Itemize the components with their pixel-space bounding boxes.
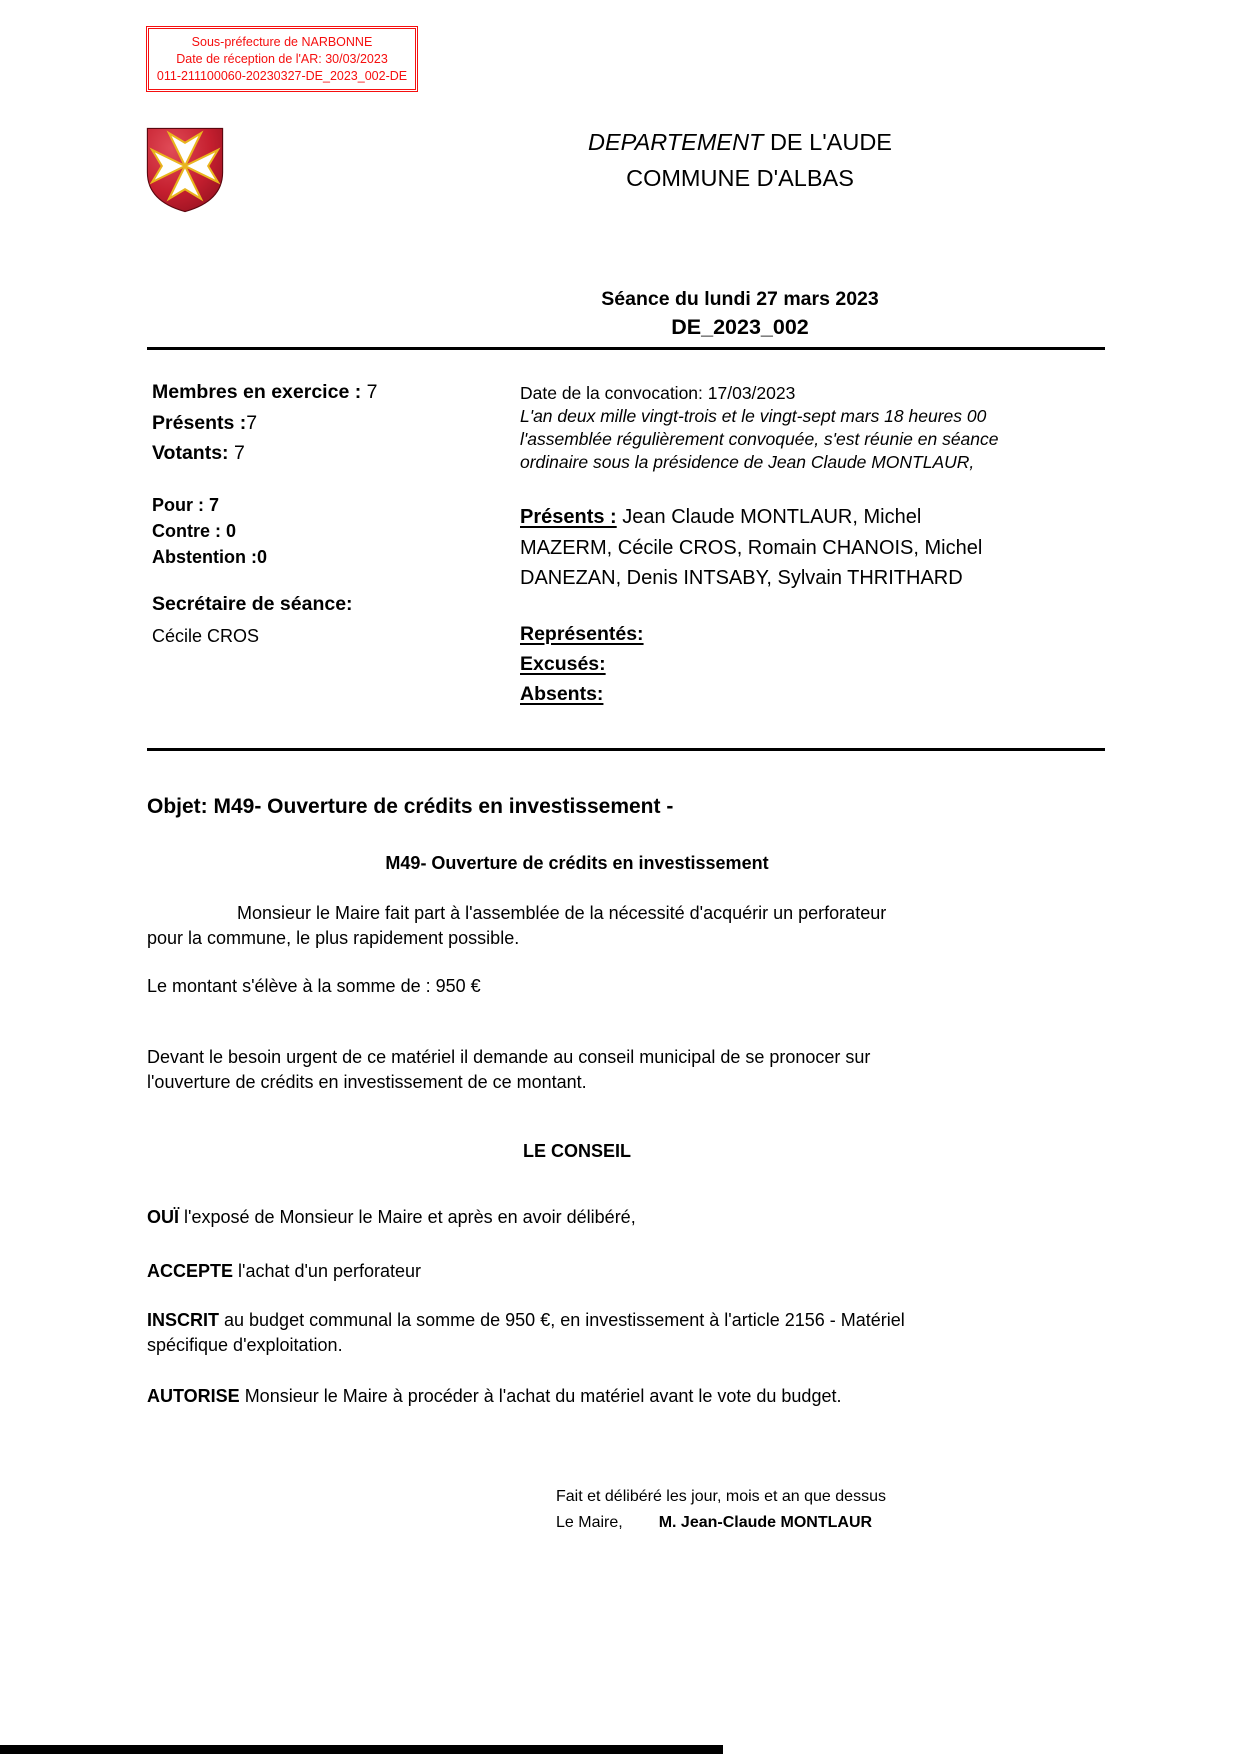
stamp-line-2: Date de réception de l'AR: 30/03/2023 <box>176 52 388 66</box>
votes-against: Contre : 0 <box>152 521 237 541</box>
voters-count-label: Votants: <box>152 442 229 464</box>
paragraph-urgency-line-2: l'ouverture de crédits en investissement de ce montant. <box>147 1071 587 1092</box>
stamp-line-3: 011-211100060-20230327-DE_2023_002-DE <box>156 69 408 83</box>
paragraph-urgency <box>147 1045 870 1094</box>
council-heading: LE CONSEIL <box>522 1141 631 1161</box>
paragraph-urgency-line-1: Devant le besoin urgent de ce matériel il demande au conseil municipal de se pronocer sur <box>147 1047 871 1067</box>
convocation-date: Date de la convocation: 17/03/2023 <box>520 383 796 403</box>
decision-autorise-text: Monsieur le Maire à procéder à l'achat du matériel avant le vote du budget. <box>239 1386 842 1406</box>
body-divider <box>147 748 1105 751</box>
decision-oui-text: l'exposé de Monsieur le Maire et après en avoir délibéré, <box>179 1207 636 1227</box>
mayor-name: M. Jean-Claude MONTLAUR <box>658 1514 873 1531</box>
document-header <box>440 124 1040 196</box>
votes-for: Pour : 7 <box>152 495 220 515</box>
signature-block <box>556 1484 886 1536</box>
department-title <box>440 124 1040 160</box>
present-members-block <box>520 502 982 594</box>
convocation-text-line-3: ordinaire sous la présidence de Jean Claude MONTLAUR, <box>520 452 975 472</box>
convocation-block <box>520 382 999 474</box>
deliberation-subtitle: M49- Ouverture de crédits en investissement <box>385 853 769 873</box>
voters-count-value: 7 <box>228 442 245 464</box>
paragraph-introduction-line-1: Monsieur le Maire fait part à l'assemblée de la nécessité d'acquérir un perforateur <box>237 903 887 923</box>
signature-line-1: Fait et délibéré les jour, mois et an que dessus <box>556 1488 886 1505</box>
header-divider <box>147 347 1105 350</box>
paragraph-amount: Le montant s'élève à la somme de : 950 € <box>147 976 481 996</box>
absent-label: Absents: <box>520 683 604 705</box>
signature-line-2 <box>556 1510 886 1536</box>
present-members-names-2: MAZERM, Cécile CROS, Romain CHANOIS, Michel <box>520 536 983 559</box>
vote-result-block <box>152 492 267 570</box>
members-count-block <box>152 377 377 469</box>
votes-abstention: Abstention :0 <box>152 547 267 567</box>
mayor-title: Le Maire, <box>556 1514 623 1531</box>
members-in-office-label: Membres en exercice : <box>152 381 362 403</box>
secretary-label: Secrétaire de séance: <box>152 593 353 615</box>
attendance-labels-block <box>520 619 644 709</box>
department-rest: DE L'AUDE <box>763 129 892 155</box>
present-members-line-1 <box>520 502 982 533</box>
deliberation-number: DE_2023_002 <box>671 315 809 339</box>
present-members-names-3: DANEZAN, Denis INTSABY, Sylvain THRITHARD <box>520 567 963 589</box>
present-count <box>152 408 377 439</box>
commune-title: COMMUNE D'ALBAS <box>626 165 854 191</box>
decision-accepte <box>147 1259 421 1284</box>
decision-accepte-text: l'achat d'un perforateur <box>233 1261 422 1281</box>
present-members-names-1: Jean Claude MONTLAUR, Michel <box>616 506 922 528</box>
voters-count <box>152 438 377 469</box>
scan-artifact-bar <box>0 1745 723 1754</box>
decision-inscrit-text: au budget communal la somme de 950 €, en investissement à l'article 2156 - Matériel <box>219 1310 905 1330</box>
decision-oui-keyword: OUÏ <box>147 1207 180 1227</box>
members-in-office <box>152 377 377 408</box>
paragraph-introduction-line-2: pour la commune, le plus rapidement possible. <box>147 927 520 948</box>
shield-icon <box>145 126 225 214</box>
stamp-line-1: Sous-préfecture de NARBONNE <box>191 35 373 49</box>
session-date: Séance du lundi 27 mars 2023 <box>601 288 879 310</box>
department-word: DEPARTEMENT <box>588 129 764 155</box>
members-in-office-value: 7 <box>361 381 378 403</box>
paragraph-introduction <box>147 901 886 950</box>
excused-label: Excusés: <box>520 653 606 675</box>
convocation-text-line-1: L'an deux mille vingt-trois et le vingt-sept mars 18 heures 00 <box>520 406 987 426</box>
secretary-name: Cécile CROS <box>152 626 260 646</box>
decision-inscrit-line-1 <box>147 1308 905 1333</box>
decision-oui <box>147 1205 636 1230</box>
prefecture-stamp <box>146 26 418 92</box>
decision-autorise <box>147 1384 841 1409</box>
secretary-block <box>152 592 353 647</box>
present-count-value: 7 <box>246 411 258 434</box>
albas-coat-of-arms-icon <box>145 126 225 214</box>
decision-autorise-keyword: AUTORISE <box>147 1386 240 1406</box>
represented-label: Représentés: <box>520 623 644 645</box>
subject-title: Objet: M49- Ouverture de crédits en investissement - <box>147 795 674 818</box>
present-members-label: Présents : <box>520 506 617 528</box>
decision-accepte-keyword: ACCEPTE <box>147 1261 234 1281</box>
decision-inscrit <box>147 1308 905 1357</box>
decision-inscrit-keyword: INSCRIT <box>147 1310 219 1330</box>
decision-inscrit-line-2: spécifique d'exploitation. <box>147 1334 343 1355</box>
convocation-text-line-2: l'assemblée régulièrement convoquée, s'est réunie en séance <box>520 429 999 449</box>
present-count-label: Présents : <box>152 411 247 434</box>
